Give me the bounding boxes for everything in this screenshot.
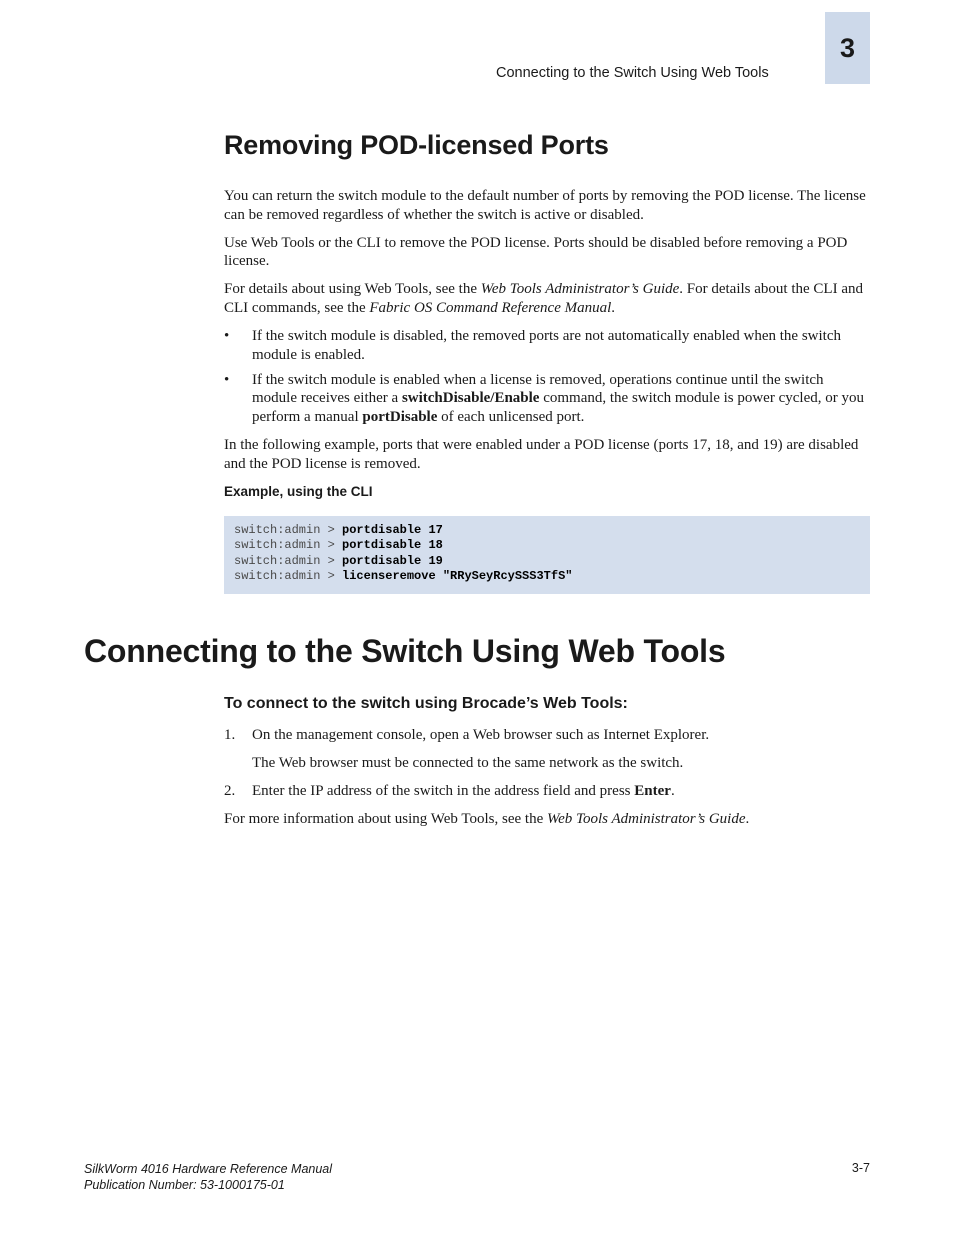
book-title-fabric-os-reference: Fabric OS Command Reference Manual — [369, 299, 612, 316]
command-name: portDisable — [362, 408, 438, 425]
paragraph: You can return the switch module to the default number of ports by removing the POD license. The license can be removed regardless of whether the switch is active or disabled. — [224, 188, 866, 223]
cli-command: portdisable 19 — [342, 553, 443, 568]
paragraph-references — [224, 280, 870, 317]
cli-prompt: switch:admin > — [234, 569, 343, 584]
step-note: The Web browser must be connected to the same network as the switch. — [252, 755, 684, 772]
footer-publication-number: Publication Number: 53-1000175-01 — [84, 1178, 285, 1192]
paragraph — [224, 810, 870, 829]
text: For details about using Web Tools, see the — [224, 281, 481, 298]
list-item — [224, 371, 870, 427]
step-number: 2. — [224, 783, 236, 800]
key-name: Enter — [634, 783, 671, 800]
book-title-web-tools-guide: Web Tools Administrator’s Guide — [480, 281, 680, 298]
section-heading-removing-pod-ports: Removing POD-licensed Ports — [224, 130, 609, 160]
step-item — [224, 782, 870, 801]
step-text: Enter the IP address of the switch in the address field and press — [252, 783, 635, 800]
paragraph: Use Web Tools or the CLI to remove the POD license. Ports should be disabled before removing a POD license. — [224, 234, 848, 270]
command-name: switchDisable/Enable — [401, 390, 540, 407]
text: . For details about the CLI and CLI commands, see the — [224, 281, 863, 316]
cli-prompt: switch:admin > — [234, 538, 343, 553]
code-block — [224, 516, 870, 594]
section-heading-connecting-web-tools: Connecting to the Switch Using Web Tools — [84, 633, 726, 669]
footer-publication-info — [84, 1161, 332, 1193]
footer-manual-title: SilkWorm 4016 Hardware Reference Manual — [84, 1162, 333, 1176]
section-body-connecting-web-tools — [224, 726, 870, 829]
text: . — [745, 811, 750, 828]
procedure-steps — [224, 726, 870, 801]
cli-command: portdisable 18 — [342, 538, 443, 553]
text: of each unlicensed port. — [437, 408, 585, 425]
bullet-list — [224, 327, 870, 426]
bullet-icon: • — [224, 371, 230, 388]
cli-command: licenseremove "RRySeyRcySSS3TfS" — [342, 569, 573, 584]
cli-prompt: switch:admin > — [234, 553, 343, 568]
text: . — [670, 783, 675, 800]
code-line — [234, 554, 860, 569]
procedure-heading: To connect to the switch using Brocade’s Web Tools: — [224, 695, 628, 712]
bullet-icon: • — [224, 328, 230, 345]
text: If the switch module is disabled, the removed ports are not automatically enabled when the switch module is enabled. — [252, 328, 841, 363]
code-line — [234, 523, 860, 538]
chapter-tab: 3 — [825, 12, 870, 84]
step-text: On the management console, open a Web browser such as Internet Explorer. — [252, 727, 710, 743]
text: For more information about using Web Tools, see the — [224, 811, 547, 828]
code-line — [234, 538, 860, 553]
running-header: Connecting to the Switch Using Web Tools — [496, 65, 769, 81]
cli-prompt: switch:admin > — [234, 523, 343, 537]
example-label: Example, using the CLI — [224, 484, 373, 499]
footer-page-number: 3-7 — [851, 1161, 870, 1175]
paragraph: In the following example, ports that were enabled under a POD license (ports 17, 18, and 19) are disabled and the POD license is removed. — [224, 437, 859, 472]
list-item — [224, 327, 870, 364]
step-number: 1. — [224, 727, 236, 743]
code-line — [234, 569, 860, 584]
text: If the switch module is enabled when a license is removed, operations continue until the switch module receives either a — [252, 371, 824, 407]
cli-command: portdisable 17 — [342, 523, 443, 537]
section-body-removing-pod-ports — [224, 187, 870, 483]
step-item — [224, 726, 870, 773]
book-title-web-tools-guide: Web Tools Administrator’s Guide — [546, 811, 746, 828]
text: command, the switch module is power cycled, or you perform a manual — [252, 390, 864, 425]
text: . — [611, 299, 616, 316]
